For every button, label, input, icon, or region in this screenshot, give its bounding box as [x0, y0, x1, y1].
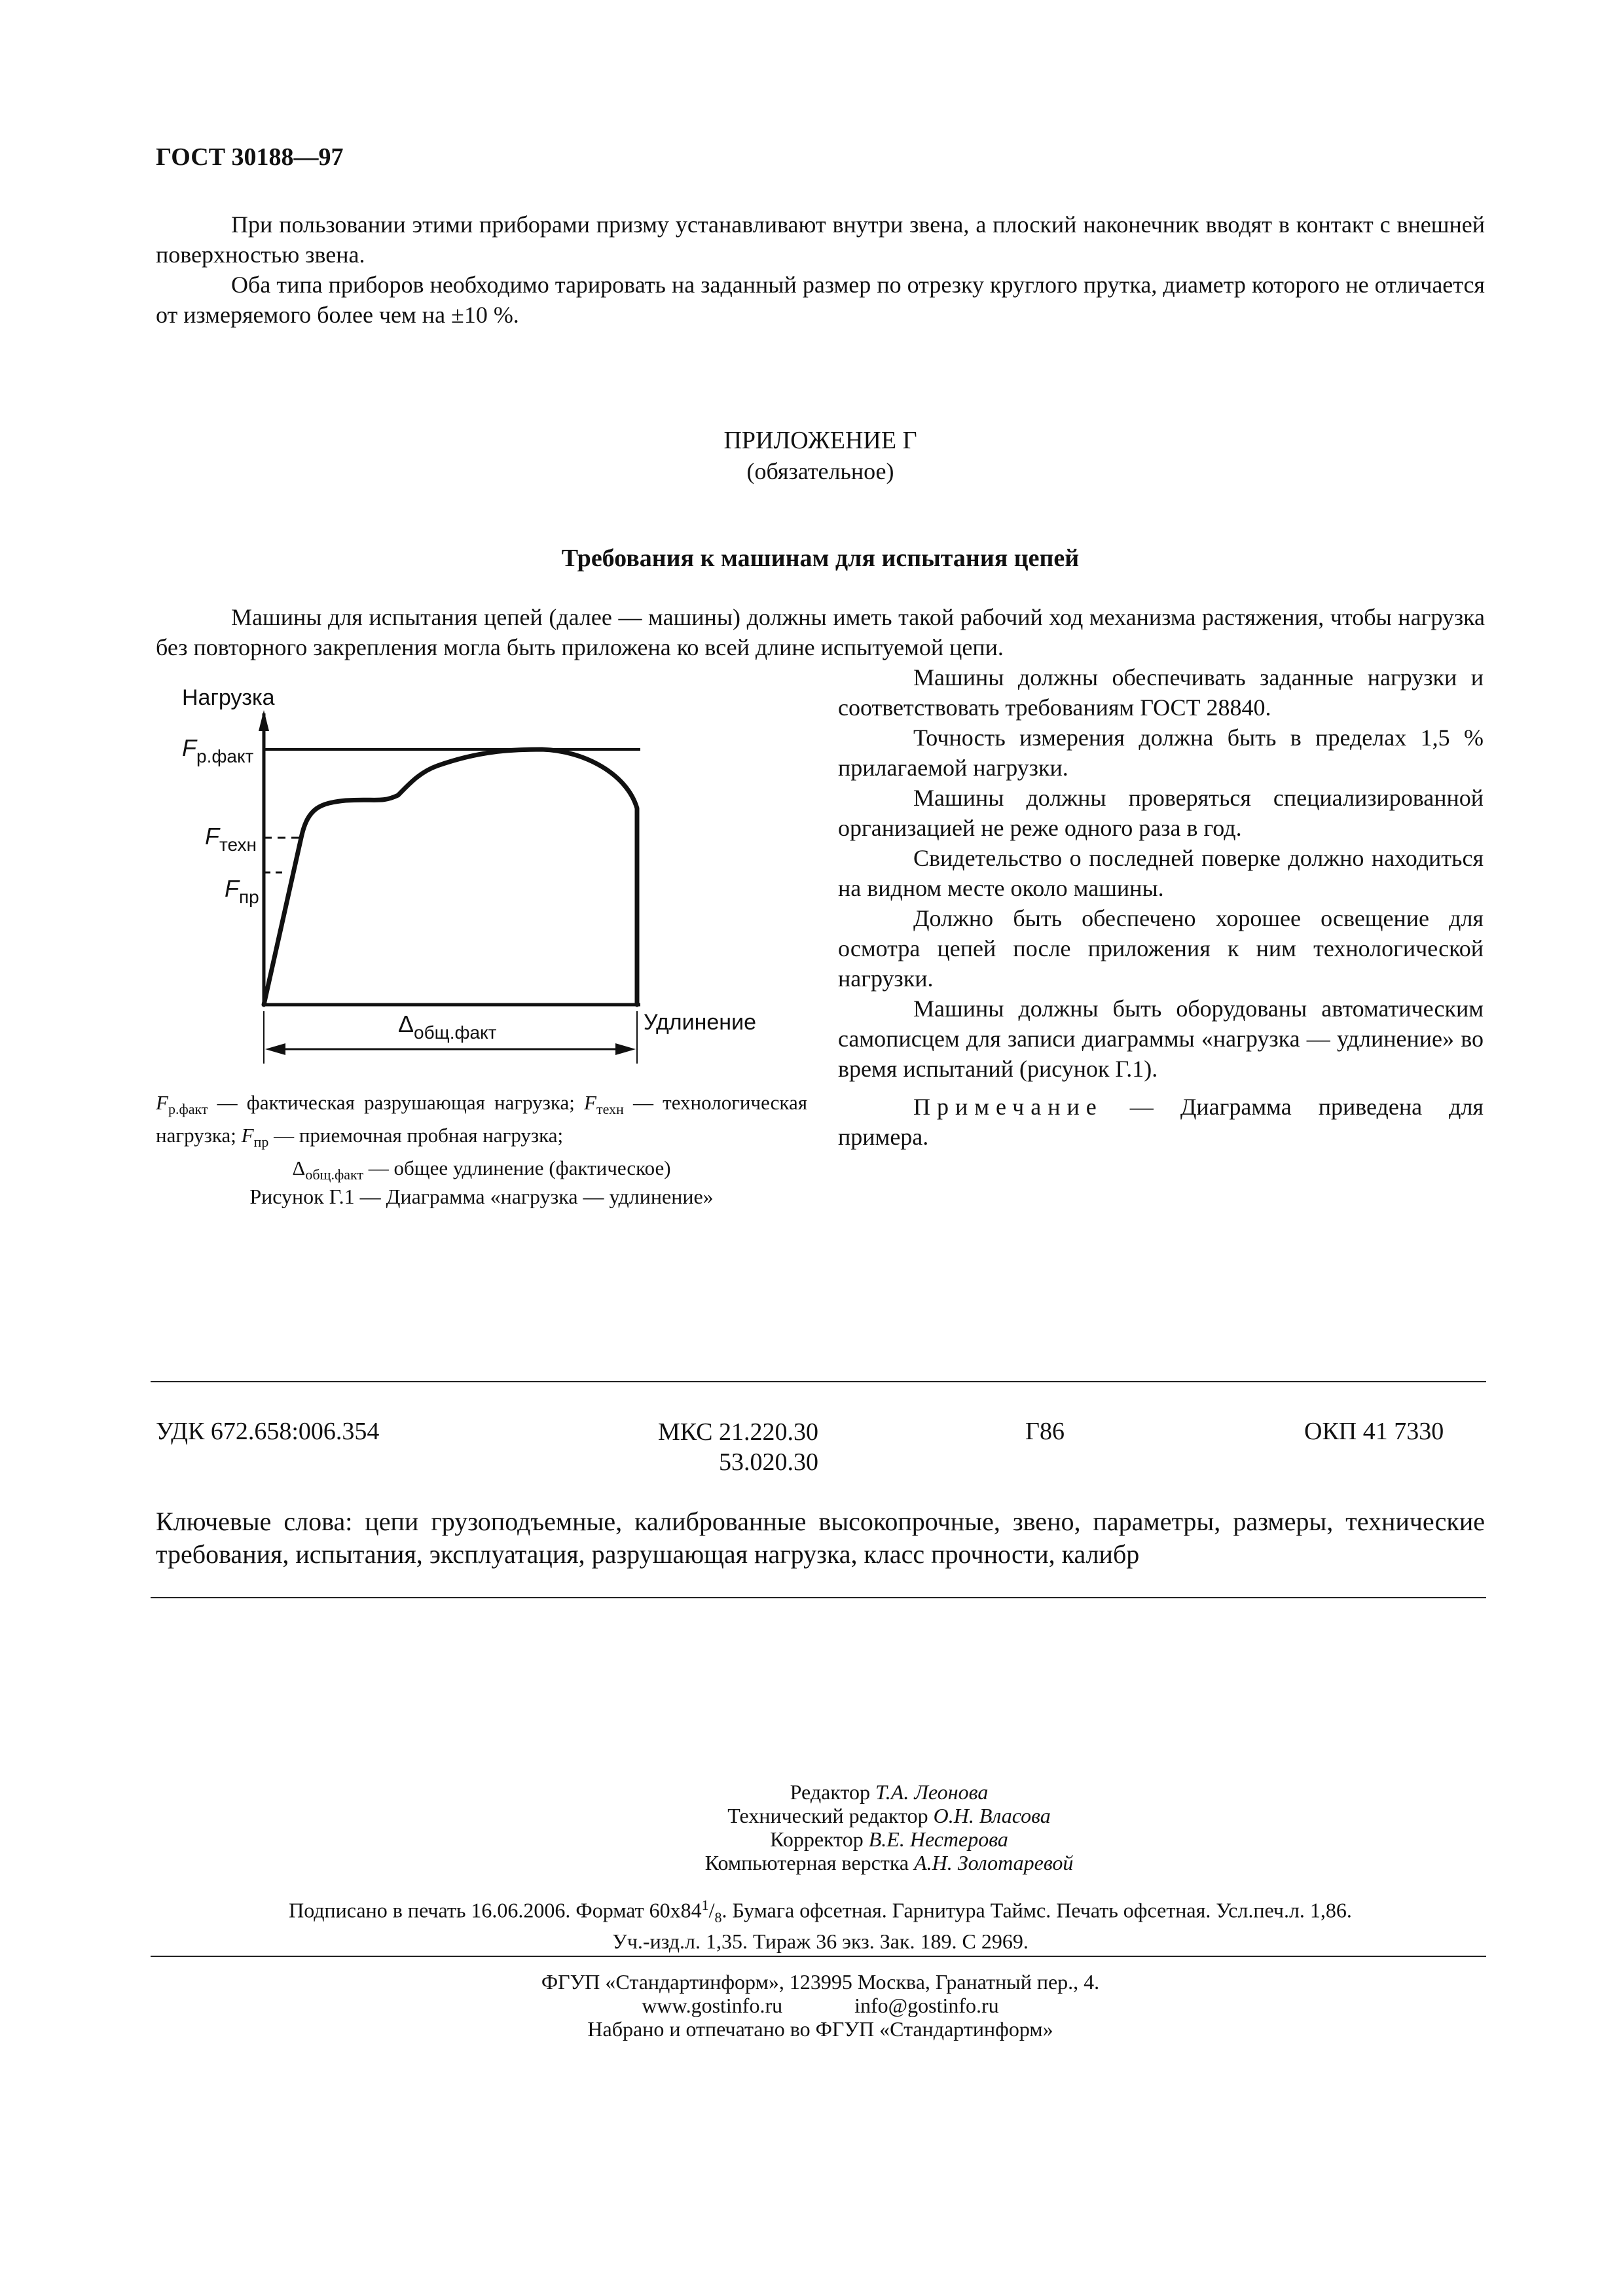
intro-paragraph-1: При пользовании этими приборами призму устанавливают внутри звена, а плоский наконечник вводят в контакт с внешней поверхностью звена.: [156, 211, 1485, 268]
requirement-paragraph: Машины должны быть оборудованы автоматическим самописцем для записи диаграммы «нагрузка — удлинение» во время испытаний (рисунок Г.1).: [838, 996, 1484, 1082]
separator-rule: [151, 1956, 1486, 1957]
requirement-paragraph: Машины должны проверяться специализированной организацией не реже одного раза в год.: [838, 785, 1484, 841]
separator-rule: [151, 1597, 1486, 1598]
keywords: Ключевые слова: цепи грузоподъемные, калиброванные высокопрочные, звено, параметры, размеры, технические требования, испытания, эксплуатация, разрушающая нагрузка, класс прочности, калибр: [156, 1507, 1485, 1569]
udk-code: УДК 672.658:006.354: [156, 1418, 380, 1445]
separator-rule: [151, 1381, 1486, 1382]
note-label: Примечание: [913, 1094, 1103, 1120]
appendix-status: (обязательное): [746, 458, 894, 484]
requirement-paragraph: Должно быть обеспечено хорошее освещение для осмотра цепей после приложения к ним технологической нагрузки.: [838, 905, 1484, 992]
requirement-paragraph: Машины должны обеспечивать заданные нагрузки и соответствовать требованиям ГОСТ 28840.: [838, 664, 1484, 721]
note-text: — Диаграмма приведена для примера.: [838, 1094, 1484, 1150]
x-axis-label: Удлинение: [644, 1010, 756, 1035]
requirement-paragraph: Точность измерения должна быть в пределах 1,5 % прилагаемой нагрузки.: [838, 725, 1484, 781]
appendix-heading: Требования к машинам для испытания цепей: [561, 545, 1080, 572]
f-fact-label: $F_{р.факт}$: [182, 734, 254, 766]
note-paragraph: [838, 1092, 1484, 1152]
figure-caption: Рисунок Г.1 — Диаграмма «нагрузка — удлинение»: [249, 1185, 714, 1208]
delta-label: $\Delta_{общ.факт}$: [398, 1011, 497, 1043]
dim-arrow-right: [615, 1043, 636, 1055]
right-column: [838, 662, 1484, 1152]
publisher-email[interactable]: info@gostinfo.ru: [854, 1994, 999, 2017]
mks-codes: МКС 21.220.30 53.020.30: [657, 1418, 818, 1476]
publisher-info: ФГУП «Стандартинформ», 123995 Москва, Гранатный пер., 4. www.gostinfo.ru info@gostinfo.ru Набрано и отпечатано во ФГУП «Стандартинформ»: [541, 1970, 1100, 2041]
okp-code: ОКП 41 7330: [1304, 1418, 1444, 1445]
document-id: ГОСТ 30188—97: [156, 143, 344, 171]
publisher-website[interactable]: www.gostinfo.ru: [642, 1994, 783, 2017]
y-axis-label: Нагрузка: [182, 685, 275, 710]
requirement-paragraph: Свидетельство о последней поверке должно находиться на видном месте около машины.: [838, 845, 1484, 901]
intro-paragraph-2: Оба типа приборов необходимо тарировать на заданный размер по отрезку круглого прутка, диаметр которого не отличается от измеряемого более чем на ±10 %.: [156, 272, 1485, 328]
g-code: Г86: [1025, 1418, 1065, 1445]
appendix-lead-paragraph: Машины для испытания цепей (далее — машины) должны иметь такой рабочий ход механизма растяжения, чтобы нагрузка без повторного закрепления могла быть приложена ко всей длине испытуемой цепи.: [156, 604, 1485, 660]
print-info: Подписано в печать 16.06.2006. Формат $60х84^1/_8$. Бумага офсетная. Гарнитура Таймс. Печать офсетная. Усл.печ.л. 1,86. Уч.-изд.л. 1,35. Тираж 36 экз. Зак. 189. С 2969.: [289, 1897, 1352, 1954]
y-axis-arrow: [259, 710, 269, 731]
figure-legend: $F_{р.факт}$ — фактическая разрушающая нагрузка; $F_{техн}$ — технологическая нагрузка; $F_{пр}$ — приемочная пробная нагрузка; $\Delta_{общ.факт}$ — общее удлинение (фактическое): [156, 1091, 807, 1183]
credits: Редактор Т.А. Леонова Технический редактор О.Н. Власова Корректор В.Е. Нестерова Компьютерная верстка А.Н. Золотаревой: [704, 1780, 1074, 1874]
load-elongation-diagram: [156, 677, 804, 1077]
f-tech-label: $F_{техн}$: [205, 823, 257, 855]
f-pr-label: $F_{пр}$: [225, 875, 259, 907]
load-curve: [264, 749, 637, 1005]
intro-section: [156, 209, 1485, 330]
dim-arrow-left: [265, 1043, 285, 1055]
appendix-title: ПРИЛОЖЕНИЕ Г: [723, 427, 917, 454]
